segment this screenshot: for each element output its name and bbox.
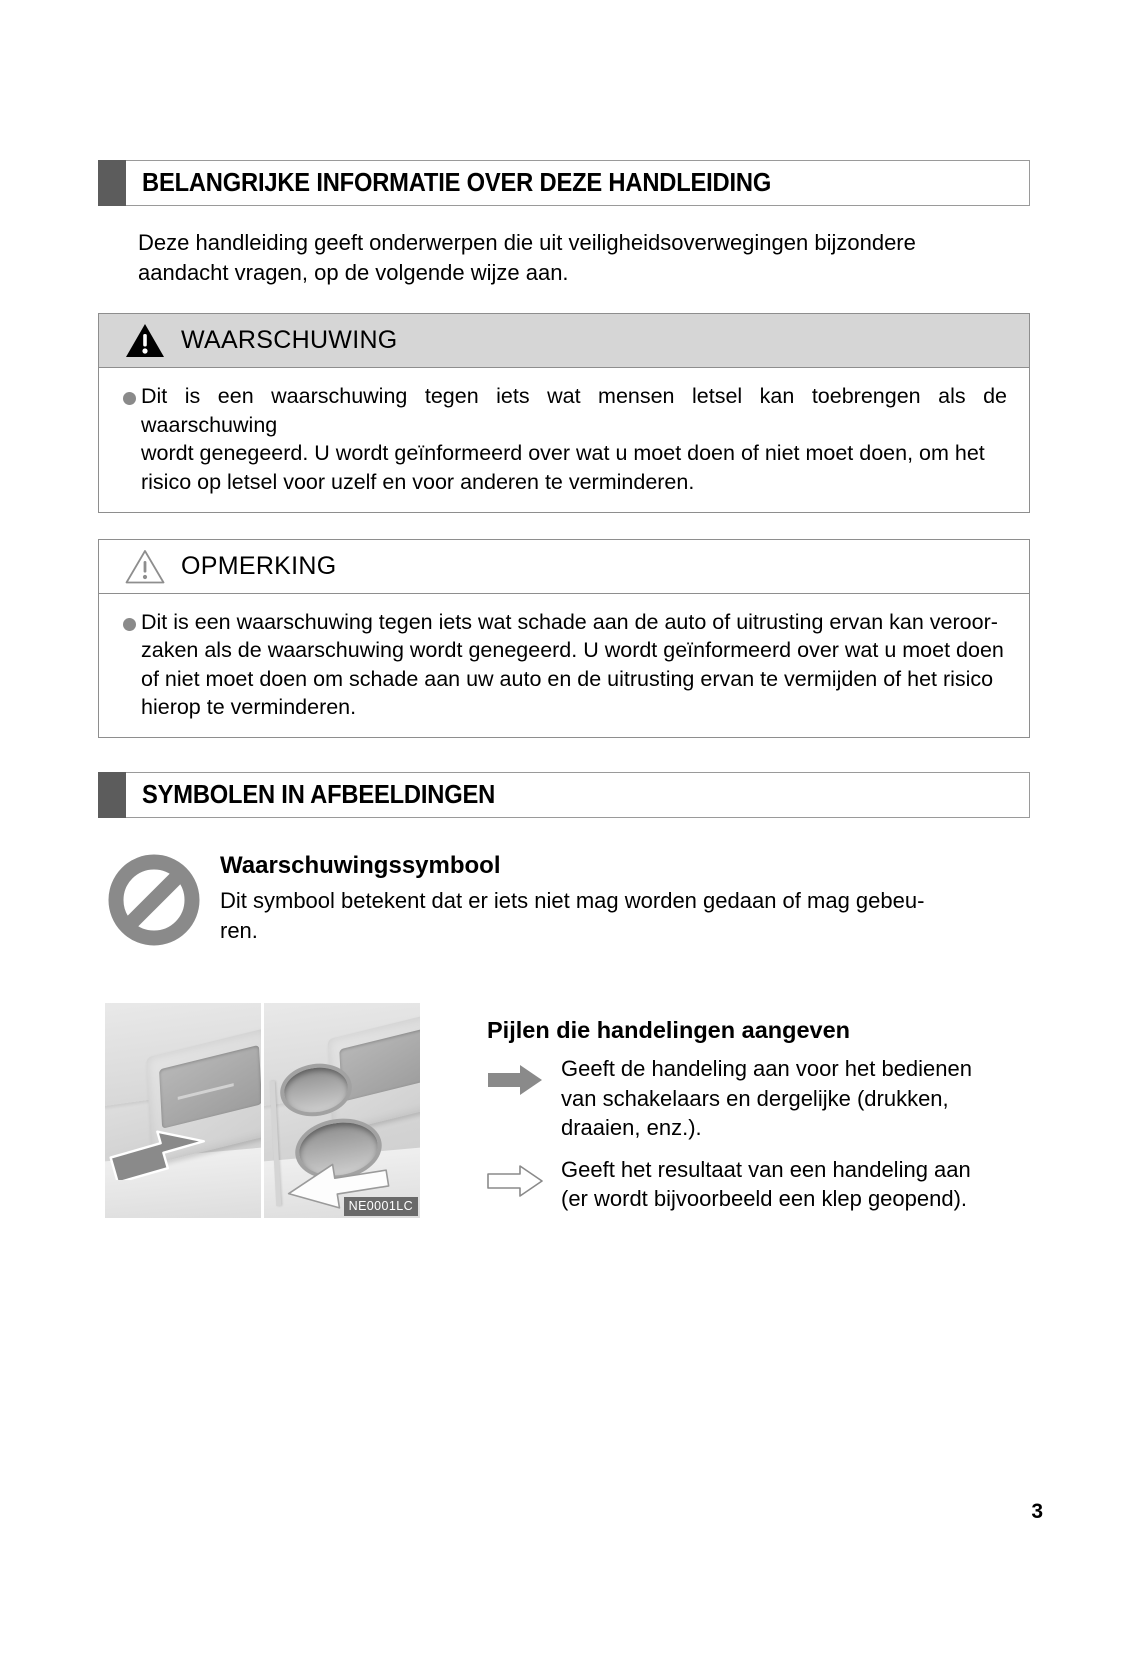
intro-line-1: Deze handleiding geeft onderwerpen die uit veiligheidsoverwegingen bijzondere — [138, 230, 916, 255]
section-header-body — [126, 160, 1030, 206]
symbol-icon-cell — [108, 852, 220, 951]
symbol-desc-line-1: Dit symbool betekent dat er iets niet mag worden gedaan of mag gebeu- — [220, 888, 925, 914]
notice-body-warning — [99, 368, 1029, 512]
caution-line-2: zaken als de waarschuwing wordt genegeerd. U wordt geïnformeerd over wat u moet doen — [141, 638, 1004, 663]
arrow-legend-item-action — [487, 1054, 1030, 1142]
arrow-legend-text-result — [561, 1155, 1030, 1214]
arrow-result-line-2: (er wordt bijvoorbeeld een klep geopend). — [561, 1186, 968, 1212]
notice-label-warning: WAARSCHUWING — [181, 326, 398, 355]
arrow-result-line-1: Geeft het resultaat van een handeling aan — [561, 1156, 971, 1182]
bullet-dot-icon — [123, 618, 136, 631]
warning-triangle-filled-icon — [125, 323, 165, 358]
symbol-desc-line-2: ren. — [220, 917, 258, 943]
page-number: 3 — [1031, 1500, 1043, 1523]
prohibition-circle-slash-icon — [108, 854, 200, 946]
photo-reference-code: NE0001LC — [344, 1197, 418, 1217]
bullet-item — [123, 608, 1007, 722]
arrow-action-line-1: Geeft de handeling aan voor het bedienen — [561, 1056, 972, 1082]
intro-paragraph — [98, 228, 1030, 287]
section-title-important-info: BELANGRIJKE INFORMATIE OVER DEZE HANDLEIDING — [142, 168, 772, 197]
arrow-legend-cell — [427, 1003, 1030, 1225]
intro-line-2: aandacht vragen, op de volgende wijze aan. — [138, 259, 569, 285]
notice-label-caution: OPMERKING — [181, 551, 337, 580]
section-marker-block — [98, 772, 126, 818]
bullet-item — [123, 382, 1007, 496]
section-header-important-info — [98, 160, 1030, 206]
symbol-entry-prohibition — [98, 852, 1030, 951]
section-header-symbols — [98, 772, 1030, 818]
arrow-action-line-2: van schakelaars en dergelijke (drukken, — [561, 1085, 949, 1111]
warning-line-3: risico op letsel voor uzelf en voor anderen te verminderen. — [141, 469, 695, 494]
section-title-symbols: SYMBOLEN IN AFBEELDINGEN — [142, 780, 496, 809]
arrow-action-line-3: draaien, enz.). — [561, 1115, 702, 1141]
notice-box-warning — [98, 313, 1030, 513]
bullet-text-caution — [141, 608, 1007, 722]
arrow-icon-cell — [487, 1054, 561, 1101]
caution-line-1: Dit is een waarschuwing tegen iets wat schade aan de auto of uitrusting ervan kan veroor- — [141, 609, 998, 634]
symbol-text-cell — [220, 852, 1030, 945]
push-arrow-gray-icon — [109, 1124, 209, 1180]
notice-header-warning — [99, 314, 1029, 368]
symbol-description — [220, 886, 984, 945]
warning-line-1: Dit is een waarschuwing tegen iets wat mensen letsel kan toebrengen als de waarschuwing — [141, 384, 1007, 437]
outline-right-arrow-icon — [487, 1165, 543, 1197]
notice-body-caution — [99, 594, 1029, 738]
bullet-text-warning — [141, 382, 1007, 496]
photo-pane-right — [264, 1003, 420, 1218]
solid-gray-right-arrow-icon — [487, 1064, 543, 1096]
arrow-legend-text-action — [561, 1054, 1030, 1142]
arrow-legend-item-result — [487, 1155, 1030, 1214]
arrow-icon-cell — [487, 1155, 561, 1202]
bullet-dot-icon — [123, 392, 136, 405]
photo-pane-left — [105, 1003, 261, 1218]
warning-line-2: wordt genegeerd. U wordt geïnformeerd over wat u moet doen of niet moet doen, om het — [141, 441, 985, 466]
symbol-title: Waarschuwingssymbool — [220, 852, 501, 880]
compartment-lid-inner — [159, 1045, 261, 1129]
caution-line-4: hierop te verminderen. — [141, 695, 357, 719]
section-header-body — [126, 772, 1030, 818]
console-compartment-photo — [105, 1003, 420, 1218]
warning-triangle-outline-icon — [125, 549, 165, 584]
symbols-section — [98, 772, 1030, 1225]
photo-cell — [105, 1003, 427, 1218]
page-content — [98, 160, 1030, 1226]
notice-header-caution — [99, 540, 1029, 594]
arrow-legend-title: Pijlen die handelingen aangeven — [487, 1017, 851, 1044]
caution-line-3: of niet moet doen om schade aan uw auto en de uitrusting ervan te vermijden of het risico — [141, 666, 994, 691]
section-marker-block — [98, 160, 126, 206]
illustration-and-arrow-legend — [98, 1003, 1030, 1225]
notice-box-caution — [98, 539, 1030, 739]
